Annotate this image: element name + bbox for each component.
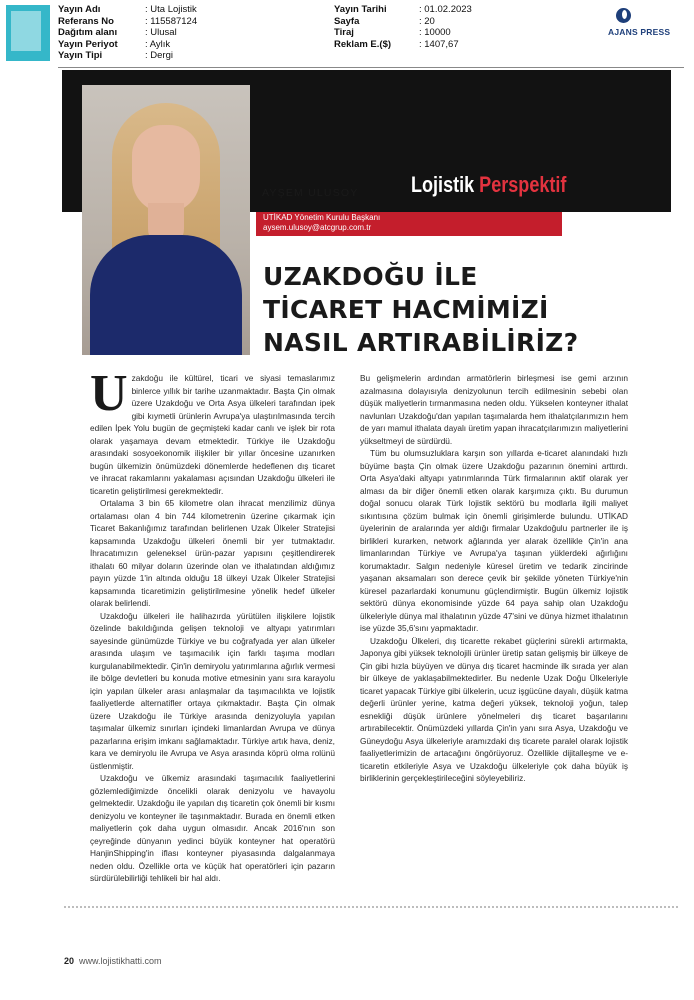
field-row: Yayın Periyot : Aylık bbox=[58, 38, 171, 50]
author-photo bbox=[82, 85, 250, 355]
drop-cap: U bbox=[90, 365, 128, 422]
section-title: Lojistik Perspektif bbox=[411, 172, 567, 197]
field-row: Sayfa : 20 bbox=[334, 15, 435, 27]
field-row: Dağıtım alanı : Ulusal bbox=[58, 27, 177, 39]
paragraph: Ortalama 3 bin 65 kilometre olan ihracat menzilimiz dünya ortalaması olan 4 bin 744 kilometrenin üzerine çıkarmak için Ticaret Bakanlığımız tarafından belirlenen Uzak Ülkeler Stratejisi kapsamında Uzakdoğu ülkeleri önemli bir yer tutmaktadır. İhracatımızın geleneksel ürün-pazar yapısını çeşitlendirerek ithalatı 60 milyar doların üzerinde olan ve ithalatından aldığımız payın yüzde 1'in altında olduğu 18 ülkeyi Uzak Ülkeler Stratejisi kapsamında ticaretimizin geliştirilmesine yönelik hedef ülkeler olarak belirlendi. bbox=[90, 498, 335, 608]
paragraph: Tüm bu olumsuzluklara karşın son yıllarda e-ticaret alanındaki hızlı büyüme başta Çin olmak üzere Uzakdoğu pazarının önemini arttırdı. Orta Asya'daki altyapı yatırımlarında Türk firmalarının aktif olarak yer alması da bir diğer önemli etken olarak karşımıza çıktı. Bu durumun doğal sonucu olarak Türk lojistik sektörü bu modlarla ilgili maliyet sıkıntısına çözüm bulmak için önemli girişimlerde bulundu. UTİKAD üyelerinin de aralarında yer aldığı firmalar Uzakdoğulu partnerler ile iş birlikleri kurarken, network ağlarında yer alarak özellikle Çin'in ana limanlarından Türkiye ve Avrupa'ya taşınan yüklerdeki ağırlığını korumaktadır. Salgın nedeniyle küresel üretim ve tedarik zincirinde yaşanan aksamaları son derece çevik bir şekilde yöneten Türkiye'nin küresel pazarlardaki konumunu güçlendirmiştir. Bugün ülkemiz lojistik sektörü dünya ekonomisinde yüzde 64 paya sahip olan Uzakdoğu ülkeleriyle dünya mal ithalatının yüzde 47'sini ve dünya hizmet ithalatının ise yüzde 35,6'sını yapmaktadır. bbox=[360, 448, 628, 633]
paragraph: Uzakdoğu ve ülkemiz arasındaki taşımacılık faaliyetlerini gözlemlediğimizde öncelikli olarak denizyolu ve havayolu gelmektedir. Uzakdoğu ile yapılan dış ticaretin çok önemli bir kısmı denizyolu ve konteyner ile taşınmaktadır. Burada en önemli etken maliyetlerin çok daha uygun olmasıdır. Ancak 2016'nın son çeyreğinde dünyanın yedinci büyük konteyner hat operatörü HanjinShipping'in iflası konteyner piyasasında dalgalanmaya neden oldu. Özellikle orta ve küçük hat operatörleri için pazarın sürdürülebilirliği tehlikeli bir hal aldı. bbox=[90, 773, 335, 883]
page-number: 20 bbox=[64, 956, 75, 966]
field-row: Yayın Adı : Uta Lojistik bbox=[58, 4, 197, 15]
site-link[interactable]: www.lojistikhatti.com bbox=[79, 956, 162, 966]
logo-mark-icon bbox=[616, 8, 631, 23]
author-role: UTİKAD Yönetim Kurulu Başkanı bbox=[263, 213, 381, 222]
field-row: Reklam E.($) : 1407,67 bbox=[334, 38, 459, 50]
paragraph: Bu gelişmelerin ardından armatörlerin birleşmesi ise gemi arzının azalmasına dolayısıyla denizyolunun tercih edilmesinin sebebi olan düşük maliyetlerin tırmanmasına neden oldu. Yükselen konteyner ithalat navlunları Uzakdoğu'dan yapılan taşımalarda hem ithalatçılarımızın hem de yarı mamul ithalata dayalı üretim yapan ihracatçılarımızın maliyetlerini yükseltmeyi de sürdürdü. bbox=[360, 373, 628, 446]
clipping-header bbox=[0, 0, 694, 66]
header-divider bbox=[58, 67, 684, 68]
paragraph: Uzakdoğu ile kültürel, ticari ve siyasi temaslarımız binlerce yıllık bir tarihe uzanmaktadır. Başta Çin olmak üzere Uzakdoğu ve Orta Asya ülkeleri tarafından ipek gibi kıymetli ürünlerin Avrupa'ya ulaştırılmasında tercih edilen İpek Yolu bugün de geçmişteki kadar canlı ve işlek bir rota olarak yaşamaya devam etmektedir. Türkiye ile Uzakdoğu arasındaki sosyoekonomik ilişkiler bir yıllar öncesine uzanırken bugün ülkemizin önümüzdeki dönemlerde hedeflenen dış ticaret ve ihracat rakamlarını yakalaması açısından Uzakdoğu ülkeleri ile ticaretin geliştirilmesi gerekmektedir. bbox=[90, 365, 335, 496]
author-email: aysem.ulusoy@atcgrup.com.tr bbox=[263, 223, 372, 232]
clipping-fields-right bbox=[334, 4, 472, 50]
field-row: Yayın Tipi : Dergi bbox=[58, 50, 173, 62]
clipping-fields-left bbox=[58, 4, 197, 62]
cover-thumbnail bbox=[6, 5, 50, 61]
field-row: Tiraj : 10000 bbox=[334, 27, 451, 39]
article-column-left bbox=[90, 365, 335, 885]
ajans-press-logo: AJANS PRESS bbox=[608, 8, 688, 38]
article-title: UZAKDOĞU İLE TİCARET HACMİMİZİ NASIL ARTIRABİLİRİZ? bbox=[263, 262, 579, 357]
page-footer bbox=[64, 956, 162, 966]
footer-divider bbox=[64, 906, 678, 908]
field-row: Referans No : 115587124 bbox=[58, 15, 198, 27]
article-column-right bbox=[360, 372, 628, 785]
field-row: Yayın Tarihi : 01.02.2023 bbox=[334, 4, 472, 15]
paragraph: Uzakdoğu ülkeleri ile halihazırda yürütülen ilişkilere lojistik özelinde bakıldığında gelişen teknoloji ve altyapı yatırımları sayesinde günümüzde Türkiye ve bu coğrafyada yer alan ülkeler arasında ulaşım ve taşımacılık için farklı taşıma modları kurgulanabilmektedir. Çin'in demiryolu yatırımlarına ağırlık vermesi ile bölge devletleri bu konuda motive etmesinin yanı sıra karayolu için yapılan ülkeler arası anlaşmalar da taşımacılıkta ve lojistik faaliyetlerde alternatifler ortaya çıkmaktadır. Başta Çin olmak üzere Uzakdoğu ile Türkiye arasında denizyoluyla yapılan taşımalar ülkemiz sınırları içindeki limanlardan Avrupa ve dünya pazarlarına erişim imkanı sağlamaktadır. Türkiye artık hava, deniz, kara ve demiryolu ile Avrupa ve Asya arasında köprü olma rolünü üstlenmiştir. bbox=[90, 610, 335, 771]
paragraph: Uzakdoğu Ülkeleri, dış ticarette rekabet güçlerini sürekli artırmakta, Japonya gibi yüksek teknolojili ürünler üretip satan gelişmiş bir ülkeye de Çin gibi hızla büyüyen ve dünya dış ticaret hacminde ilk sırada yer alan bir ülkeye de yaklaşabilmektedirler. Bu nedenle Uzak Doğu Ülkeleriyle ticaret yapacak Türkiye gibi ülkelerin, ucuz işgücüne dayalı, düşük katma değerli ürünler yerine, katma değeri yüksek, teknoloji yoğun, talep esnekliği düşük ürünlere yönelmeleri dış ticaret başarılarını artırabilecektir. Önümüzdeki yıllarda Çin'in yanı sıra Asya, Uzakdoğu ve Güneydoğu Asya ülkeleriyle aramızdaki dış ticarete paralel olarak lojistik faaliyetlerimizin de artacağını öngörüyoruz. Özellikle dijitalleşme ve e-ticaretin etkileriyle Asya ve Uzakdoğu ülkeleriyle çok daha büyük iş birliklerinin gerçekleştirileceğini söyleyebiliriz. bbox=[360, 635, 628, 783]
author-name: AYŞEM ULUSOY bbox=[262, 187, 359, 199]
